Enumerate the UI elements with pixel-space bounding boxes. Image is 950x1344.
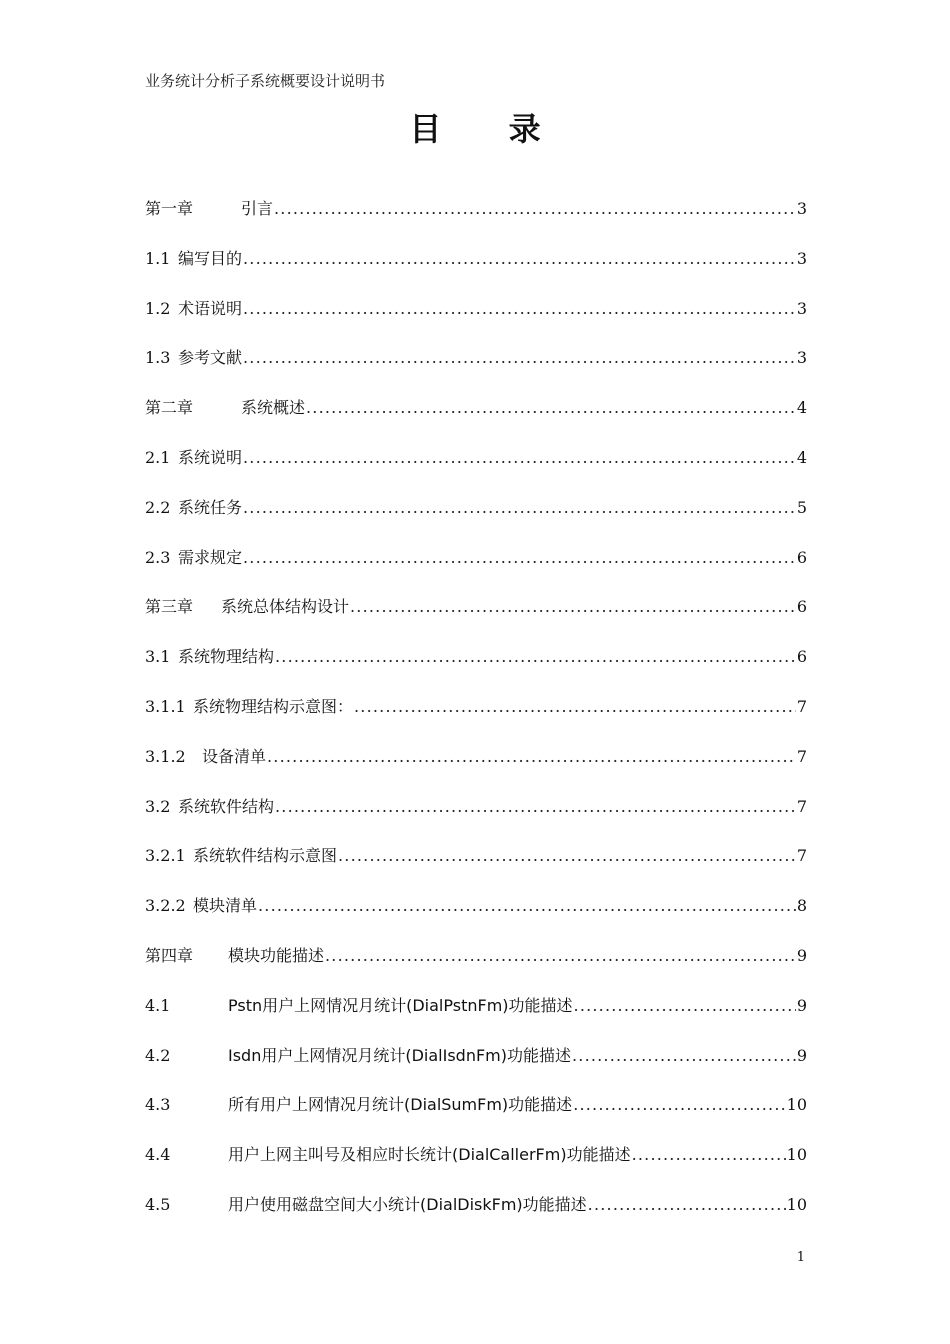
toc-entry-number: 第三章 <box>145 597 194 617</box>
toc-leader-dots <box>243 448 796 467</box>
document-header: 业务统计分析子系统概要设计说明书 <box>145 72 386 90</box>
toc-entry-page: 9 <box>796 945 807 965</box>
toc-entry-label: Pstn用户上网情况月统计(DialPstnFm)功能描述 <box>228 995 573 1015</box>
toc-entry-number: 2.3 <box>145 547 171 567</box>
toc-leader-dots <box>267 747 796 766</box>
toc-entry[interactable] <box>145 1043 807 1093</box>
toc-entry-label: 系统总体结构设计 <box>221 597 350 617</box>
toc-entry[interactable] <box>145 196 807 246</box>
toc-entry[interactable] <box>145 345 807 395</box>
toc-entry[interactable] <box>145 1092 807 1142</box>
toc-leader-dots <box>632 1145 786 1164</box>
toc-entry[interactable] <box>145 744 807 794</box>
toc-entry-page: 10 <box>786 1145 807 1165</box>
toc-entry-number: 4.4 <box>145 1145 171 1165</box>
table-of-contents <box>145 196 807 1242</box>
toc-entry-label: 所有用户上网情况月统计(DialSumFm)功能描述 <box>228 1095 573 1115</box>
toc-entry-page: 6 <box>796 547 807 567</box>
toc-entry-label: 系统物理结构示意图： <box>193 696 354 716</box>
toc-entry-label: 模块功能描述 <box>228 945 325 965</box>
toc-entry[interactable] <box>145 246 807 296</box>
toc-leader-dots <box>275 647 796 666</box>
toc-entry-number: 4.1 <box>145 995 171 1015</box>
toc-leader-dots <box>354 697 796 716</box>
toc-entry-label: 参考文献 <box>178 348 243 368</box>
toc-leader-dots <box>325 946 796 965</box>
toc-entry-page: 4 <box>796 398 807 418</box>
toc-entry-label: 需求规定 <box>178 547 243 567</box>
toc-leader-dots <box>572 1046 796 1065</box>
toc-entry[interactable] <box>145 893 807 943</box>
toc-entry-page: 5 <box>796 497 807 517</box>
toc-leader-dots <box>350 597 796 616</box>
toc-entry-label: 系统软件结构示意图 <box>193 846 338 866</box>
toc-entry-number: 1.2 <box>145 298 171 318</box>
toc-entry-number: 第二章 <box>145 398 194 418</box>
toc-entry[interactable] <box>145 694 807 744</box>
toc-entry-number: 4.5 <box>145 1194 171 1214</box>
toc-entry-page: 3 <box>796 248 807 268</box>
toc-entry-page: 7 <box>796 796 807 816</box>
toc-entry[interactable] <box>145 1192 807 1242</box>
toc-entry-page: 7 <box>796 846 807 866</box>
toc-entry-number: 3.2.2 <box>145 896 186 916</box>
toc-entry[interactable] <box>145 495 807 545</box>
toc-title: 目 录 <box>409 110 569 148</box>
toc-entry-page: 10 <box>786 1095 807 1115</box>
toc-entry-page: 9 <box>796 995 807 1015</box>
toc-leader-dots <box>258 896 796 915</box>
toc-entry-label: 术语说明 <box>178 298 243 318</box>
toc-leader-dots <box>243 348 796 367</box>
toc-entry[interactable] <box>145 943 807 993</box>
toc-entry[interactable] <box>145 594 807 644</box>
toc-leader-dots <box>274 199 796 218</box>
toc-entry-number: 4.3 <box>145 1095 171 1115</box>
toc-entry[interactable] <box>145 993 807 1043</box>
toc-entry[interactable] <box>145 843 807 893</box>
toc-entry-label: 系统说明 <box>178 447 243 467</box>
toc-entry[interactable] <box>145 445 807 495</box>
toc-leader-dots <box>306 398 796 417</box>
toc-entry-number: 3.1.2 <box>145 746 186 766</box>
toc-entry[interactable] <box>145 296 807 346</box>
toc-entry-page: 3 <box>796 298 807 318</box>
toc-entry-label: Isdn用户上网情况月统计(DialIsdnFm)功能描述 <box>228 1045 571 1065</box>
toc-entry-label: 用户使用磁盘空间大小统计(DialDiskFm)功能描述 <box>228 1194 587 1214</box>
toc-entry-page: 7 <box>796 746 807 766</box>
toc-entry-number: 第四章 <box>145 945 194 965</box>
toc-entry-number: 3.2 <box>145 796 171 816</box>
toc-entry-page: 3 <box>796 199 807 218</box>
toc-leader-dots <box>243 548 796 567</box>
toc-entry-label: 系统软件结构 <box>178 796 275 816</box>
toc-entry[interactable] <box>145 794 807 844</box>
toc-entry-number: 4.2 <box>145 1045 171 1065</box>
toc-entry-number: 2.2 <box>145 497 171 517</box>
toc-leader-dots <box>338 846 796 865</box>
toc-entry-label: 编写目的 <box>178 248 243 268</box>
toc-leader-dots <box>588 1195 786 1214</box>
toc-leader-dots <box>574 996 796 1015</box>
toc-entry-number: 1.3 <box>145 348 171 368</box>
toc-leader-dots <box>573 1095 785 1114</box>
toc-entry-label: 系统物理结构 <box>178 647 275 667</box>
toc-entry-number: 3.2.1 <box>145 846 186 866</box>
toc-entry-number: 2.1 <box>145 447 171 467</box>
toc-entry-number: 3.1.1 <box>145 696 186 716</box>
toc-entry-page: 3 <box>796 348 807 368</box>
toc-entry[interactable] <box>145 545 807 595</box>
toc-entry[interactable] <box>145 395 807 445</box>
toc-entry-page: 6 <box>796 597 807 617</box>
page-number: 1 <box>796 1250 805 1265</box>
toc-entry-number: 第一章 <box>145 199 194 218</box>
toc-entry-label: 系统任务 <box>178 497 243 517</box>
toc-entry-page: 10 <box>786 1194 807 1214</box>
toc-entry-label: 引言 <box>241 199 274 218</box>
toc-entry-label: 模块清单 <box>193 896 258 916</box>
toc-entry-page: 8 <box>796 896 807 916</box>
toc-leader-dots <box>243 299 796 318</box>
toc-leader-dots <box>243 498 796 517</box>
toc-entry-page: 9 <box>796 1045 807 1065</box>
toc-leader-dots <box>243 249 796 268</box>
toc-entry-number: 1.1 <box>145 248 171 268</box>
toc-entry[interactable] <box>145 1142 807 1192</box>
toc-entry-label: 设备清单 <box>202 746 267 766</box>
toc-entry-page: 7 <box>796 696 807 716</box>
toc-entry-label: 用户上网主叫号及相应时长统计(DialCallerFm)功能描述 <box>228 1145 631 1165</box>
toc-entry-number: 3.1 <box>145 647 171 667</box>
toc-entry-page: 6 <box>796 647 807 667</box>
toc-leader-dots <box>275 797 796 816</box>
toc-entry-page: 4 <box>796 447 807 467</box>
toc-entry[interactable] <box>145 644 807 694</box>
toc-entry-label: 系统概述 <box>241 398 306 418</box>
